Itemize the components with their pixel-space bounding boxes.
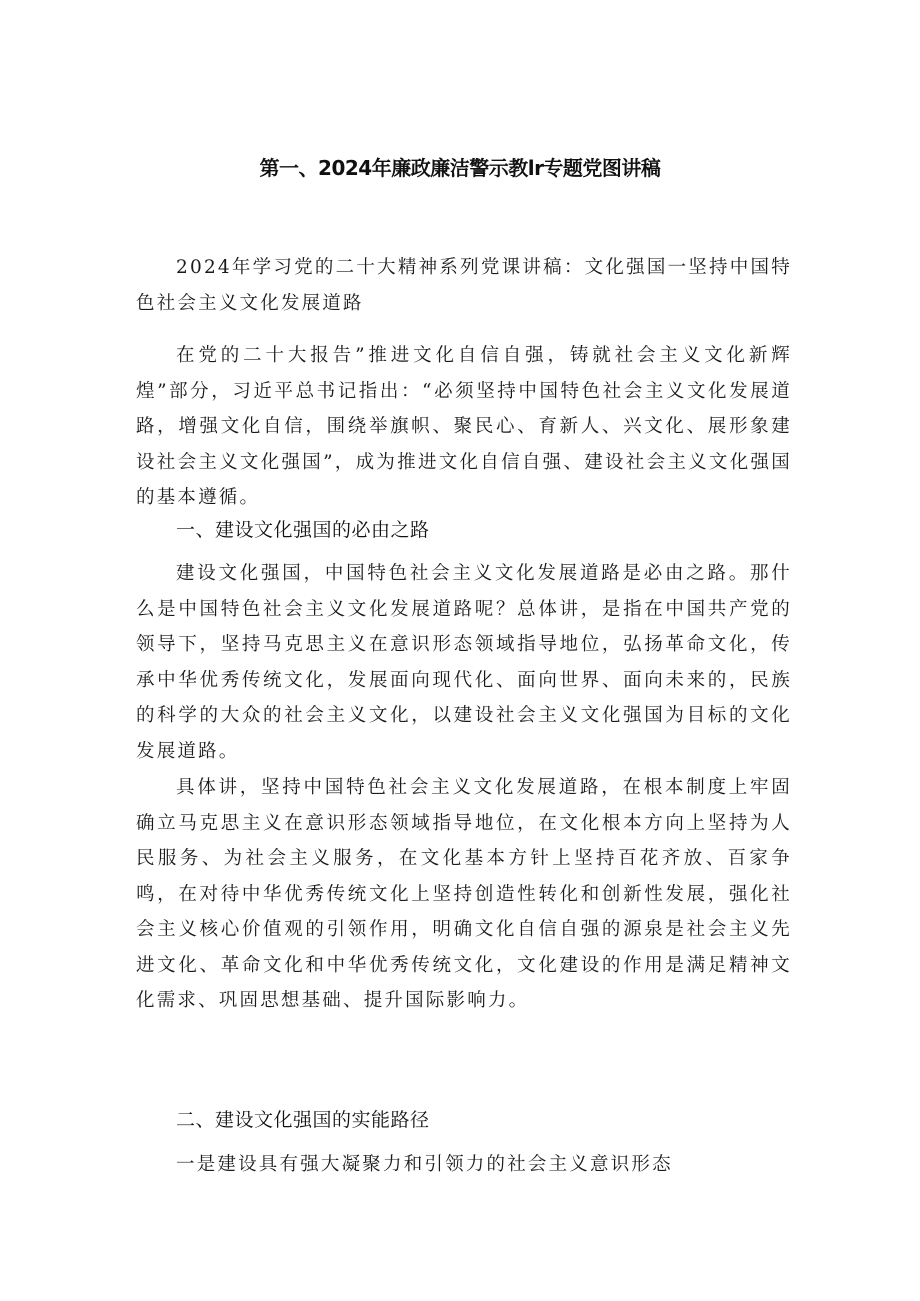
opening-paragraph: 在党的二十大报告”推进文化自信自强，铸就社会主义文化新辉煌”部分，习近平总书记指出：“必须坚持中国特色社会主义文化发展道路，增强文化自信，围绕举旗帜、聚民心、育新人、兴文化、展形象建设社会主义文化强国”，成为推进文化自信自强、建设社会主义文化强国的基本遵循。: [136, 345, 792, 508]
section2-line-1: 一是建设具有强大凝聚力和引领力的社会主义意识形态: [176, 1154, 673, 1175]
section1-heading: 一、建设文化强国的必由之路: [176, 519, 430, 541]
section1-paragraph-2: 具体讲，坚持中国特色社会主义文化发展道路，在根本制度上牢固确立马克思主义在意识形态领域指导地位，在文化根本方向上坚持为人民服务、为社会主义服务，在文化基本方针上坚持百花齐放、百家争鸣，在对待中华优秀传统文化上坚持创造性转化和创新性发展，强化社会主义核心价值观的引领作用，明确文化自信自强的源泉是社会主义先进文化、革命文化和中华优秀传统文化，文化建设的作用是满足精神文化需求、巩固思想基础、提升国际影响力。: [136, 777, 792, 1011]
intro-paragraph: 2024年学习党的二十大精神系列党课讲稿：文化强国一坚持中国特色社会主义文化发展道路: [136, 257, 792, 314]
section2-heading: 二、建设文化强国的实能路径: [176, 1109, 430, 1131]
section1-paragraph-1: 建设文化强国，中国特色社会主义文化发展道路是必由之路。那什么是中国特色社会主义文化发展道路呢？总体讲，是指在中国共产党的领导下，坚持马克思主义在意识形态领域指导地位，弘扬革命文化，传承中华优秀传统文化，发展面向现代化、面向世界、面向未来的，民族的科学的大众的社会主义文化，以建设社会主义文化强国为目标的文化发展道路。: [136, 563, 792, 762]
document-title: 第一、2024年廉政廉洁警示教lr专题党图讲稿: [259, 156, 661, 180]
